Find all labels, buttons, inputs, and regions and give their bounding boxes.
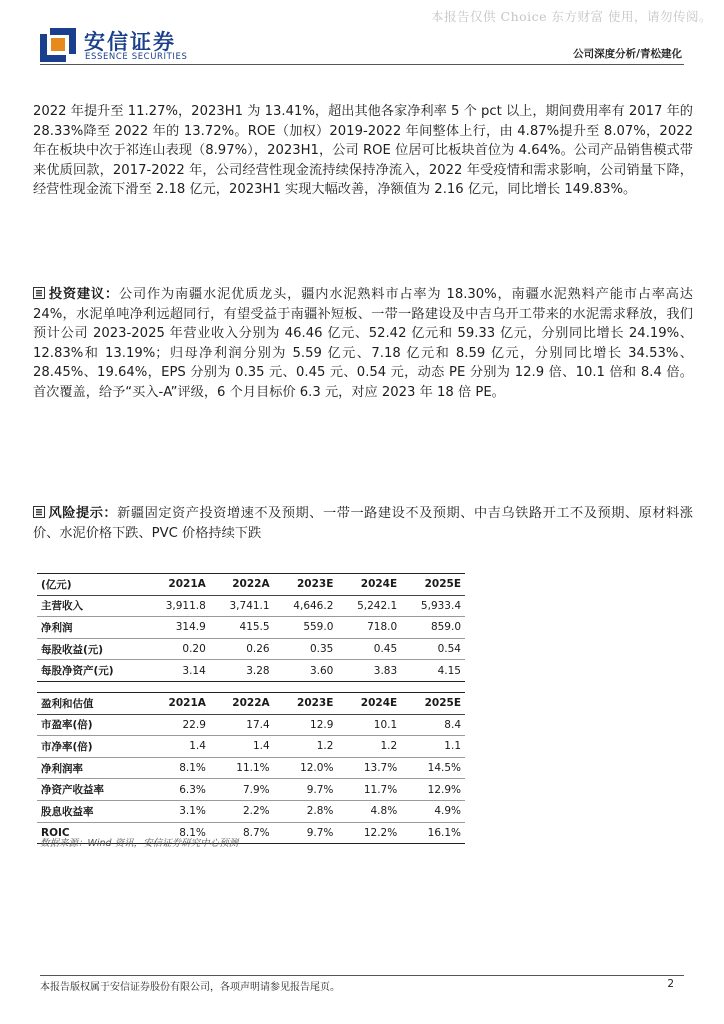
table-cell: 4.9% [401,800,465,822]
table-header-cell: 2025E [401,574,465,596]
table-cell: 9.7% [274,822,338,844]
table-header-cell: 2023E [274,574,338,596]
table-row-label: 市净率(倍) [37,736,146,758]
table-cell: 2.8% [274,800,338,822]
table-cell: 3.14 [146,660,210,682]
section-bullet-icon [33,287,45,299]
table-header-row [37,574,465,596]
table-row [37,660,465,682]
table-row [37,595,465,617]
table-cell: 3.1% [146,800,210,822]
brand-logo [40,26,220,68]
paragraph-investment [33,285,693,403]
paragraph-risk [33,504,693,543]
table-cell: 12.9% [401,779,465,801]
table-cell: 415.5 [210,617,274,639]
header-divider [40,64,684,65]
table-cell: 3.28 [210,660,274,682]
page-number: 2 [667,978,674,990]
table-row-label: 市盈率(倍) [37,714,146,736]
table-header-cell: 2021A [146,574,210,596]
table-row-label: 净资产收益率 [37,779,146,801]
table-row [37,714,465,736]
table-cell: 0.45 [337,638,401,660]
table-cell: 16.1% [401,822,465,844]
risk-label: 风险提示： [48,506,118,521]
table-cell: 5,933.4 [401,595,465,617]
table-cell: 4.8% [337,800,401,822]
table-row [37,617,465,639]
table-cell: 718.0 [337,617,401,639]
report-tag: 公司深度分析/青松建化 [573,48,682,60]
table-cell: 1.2 [274,736,338,758]
table-cell: 13.7% [337,757,401,779]
table-header-cell: 盈利和估值 [37,693,146,715]
table-cell: 0.35 [274,638,338,660]
table-row [37,638,465,660]
table-cell: 6.3% [146,779,210,801]
table-cell: 8.1% [146,757,210,779]
table-cell: 9.7% [274,779,338,801]
table-header-cell: 2022A [210,693,274,715]
table-cell: 22.9 [146,714,210,736]
section-bullet-icon [33,506,45,518]
table-cell: 4,646.2 [274,595,338,617]
table-row [37,779,465,801]
table-row-label: ROIC [37,822,146,844]
table-cell: 314.9 [146,617,210,639]
table-cell: 0.20 [146,638,210,660]
table-row-label: 主营收入 [37,595,146,617]
table-cell: 10.1 [337,714,401,736]
table-row [37,800,465,822]
table-cell: 559.0 [274,617,338,639]
table-cell: 1.4 [146,736,210,758]
table-cell: 4.15 [401,660,465,682]
financial-forecast-table [37,573,465,682]
valuation-table [37,692,465,844]
table-cell: 11.1% [210,757,274,779]
table-cell: 3,741.1 [210,595,274,617]
table-header-cell: 2024E [337,693,401,715]
essence-logo-icon [40,28,76,62]
table-row [37,736,465,758]
table-cell: 12.9 [274,714,338,736]
table-cell: 8.1% [146,822,210,844]
table-row [37,757,465,779]
table-cell: 2.2% [210,800,274,822]
table-cell: 17.4 [210,714,274,736]
table-row-label: 净利润 [37,617,146,639]
footer-disclaimer: 本报告版权属于安信证券股份有限公司，各项声明请参见报告尾页。 [40,982,340,993]
table-cell: 1.2 [337,736,401,758]
table-row-label: 股息收益率 [37,800,146,822]
table-header-cell: 2024E [337,574,401,596]
data-source-note: 数据来源：Wind 资讯，安信证券研究中心预测 [40,838,239,849]
table-header-cell: (亿元) [37,574,146,596]
table-header-row [37,693,465,715]
table-header-cell: 2025E [401,693,465,715]
table-row-label: 每股收益(元) [37,638,146,660]
watermark-text: 本报告仅供 Choice 东方财富 使用，请勿传阅。 [431,9,712,24]
investment-label: 投资建议： [48,287,119,302]
table-cell: 0.54 [401,638,465,660]
table-cell: 8.7% [210,822,274,844]
table-header-cell: 2022A [210,574,274,596]
table-cell: 3.83 [337,660,401,682]
paragraph-profitability: 2022 年提升至 11.27%，2023H1 为 13.41%，超出其他各家净利率 5 个 pct 以上，期间费用率有 2017 年的 28.33%降至 2022 年的 13.72%。ROE（加权）2019-2022 年间整体上行，由 4.87%提升至 8.07%，2022 年在板块中次于祁连山表现（8.97%），2023H1，公司 ROE 位居可比板块首位为 4.64%。公司产品销售模式带来优质回款，2017-2022 年，公司经营性现金流持续保持净流入，2022 年受疫情和需求影响，公司销量下降，经营性现金流下滑至 2.18 亿元，2023H1 实现大幅改善，净额值为 2.16 亿元，同比增长 149.83%。 [33,104,693,198]
table-row-label: 净利润率 [37,757,146,779]
table-cell: 8.4 [401,714,465,736]
table-cell: 12.0% [274,757,338,779]
table-cell: 12.2% [337,822,401,844]
risk-text: 新疆固定资产投资增速不及预期、一带一路建设不及预期、中吉乌铁路开工不及预期、原材料涨价、水泥价格下跌、PVC 价格持续下跌 [33,506,693,541]
footer-divider [40,975,684,976]
investment-text: 公司作为南疆水泥优质龙头，疆内水泥熟料市占率为 18.30%，南疆水泥熟料产能市占率高达 24%，水泥单吨净利远超同行，有望受益于南疆补短板、一带一路建设及中吉乌开工带来的水泥需求释放，我们预计公司 2023-2025 年营业收入分别为 46.46 亿元、52.42 亿元和 59.33 亿元，分别同比增长 24.19%、12.83%和 13.19%；归母净利润分别为 5.59 亿元、7.18 亿元和 8.59 亿元，分别同比增长 34.53%、28.45%、19.64%，EPS 分别为 0.35 元、0.45 元、0.54 元，动态 PE 分别为 12.9 倍、10.1 倍和 8.4 倍。首次覆盖，给予“买入-A”评级，6 个月目标价 6.3 元，对应 2023 年 18 倍 PE。 [33,287,693,400]
table-cell: 1.1 [401,736,465,758]
table-cell: 14.5% [401,757,465,779]
brand-name-en: ESSENCE SECURITIES [85,52,188,62]
table-cell: 859.0 [401,617,465,639]
table-header-cell: 2021A [146,693,210,715]
table-cell: 5,242.1 [337,595,401,617]
table-header-cell: 2023E [274,693,338,715]
table-cell: 3,911.8 [146,595,210,617]
table-cell: 11.7% [337,779,401,801]
table-cell: 1.4 [210,736,274,758]
table-cell: 0.26 [210,638,274,660]
table-cell: 7.9% [210,779,274,801]
brand-name-cn: 安信证券 [84,30,176,54]
table-cell: 3.60 [274,660,338,682]
table-row-label: 每股净资产(元) [37,660,146,682]
